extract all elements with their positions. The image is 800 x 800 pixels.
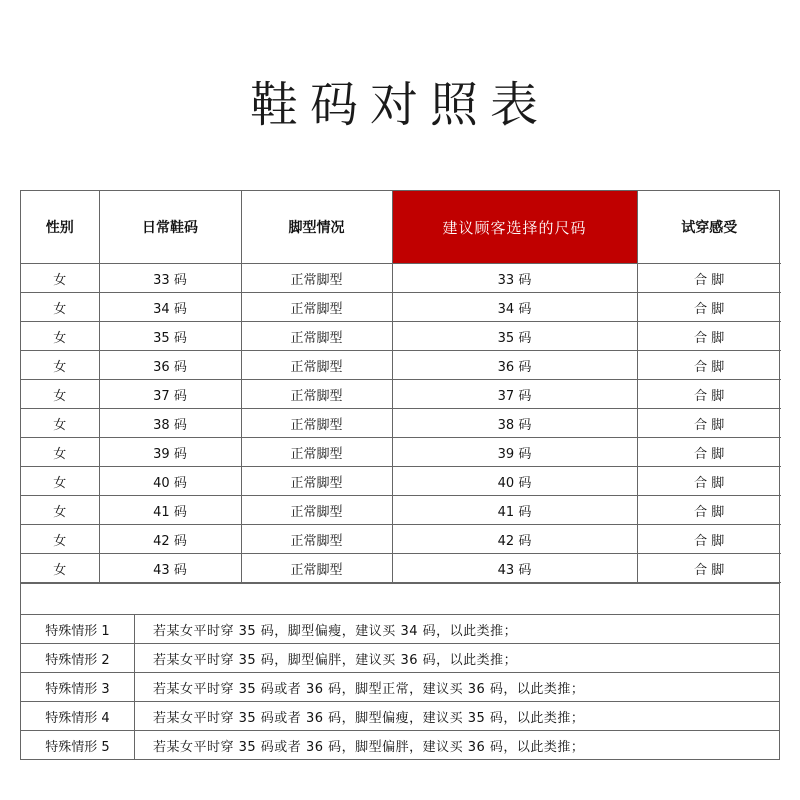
gender-cell: 女 [21, 496, 99, 525]
table-row [21, 322, 781, 351]
daily-size-cell: 34 码 [99, 293, 241, 322]
foot-type-cell: 正常脚型 [241, 380, 392, 409]
size-chart [20, 190, 780, 760]
table-row [21, 293, 781, 322]
special-case-text: 若某女平时穿 35 码或者 36 码，脚型正常，建议买 36 码，以此类推； [135, 673, 780, 702]
special-case-text: 若某女平时穿 35 码，脚型偏瘦，建议买 34 码，以此类推； [153, 623, 518, 639]
gender-cell: 女 [21, 438, 99, 467]
daily-size-cell: 38 码 [99, 409, 241, 438]
table-row [21, 467, 781, 496]
foot-type-cell: 正常脚型 [241, 293, 392, 322]
special-case-text: 若某女平时穿 35 码，脚型偏胖，建议买 36 码，以此类推； [135, 644, 780, 673]
gender-cell: 女 [21, 525, 99, 554]
table-spacer [21, 583, 779, 615]
special-case-label: 特殊情形 1 [21, 615, 135, 644]
special-case-label: 特殊情形 5 [21, 731, 135, 760]
daily-size-cell: 41 码 [99, 496, 241, 525]
special-case-row [21, 731, 779, 760]
table-row [21, 554, 781, 583]
recommended-size-cell: 42 码 [392, 525, 637, 554]
special-case-text: 若某女平时穿 35 码或者 36 码，脚型偏胖，建议买 36 码，以此类推； [135, 731, 780, 760]
header-gender: 性别 [21, 191, 99, 264]
fit-feeling-cell: 合 脚 [637, 438, 781, 467]
recommended-size-cell: 39 码 [392, 438, 637, 467]
table-row [21, 525, 781, 554]
fit-feeling-cell: 合 脚 [637, 322, 781, 351]
recommended-size-cell: 40 码 [392, 467, 637, 496]
header-daily-size: 日常鞋码 [99, 191, 241, 264]
table-row [21, 264, 781, 293]
fit-feeling-cell: 合 脚 [637, 409, 781, 438]
foot-type-cell: 正常脚型 [241, 351, 392, 380]
special-case-row [21, 702, 779, 731]
fit-feeling-cell: 合 脚 [637, 525, 781, 554]
header-foot-type: 脚型情况 [241, 191, 392, 264]
table-row [21, 409, 781, 438]
recommended-size-cell: 37 码 [392, 380, 637, 409]
header-fit-feeling: 试穿感受 [637, 191, 781, 264]
gender-cell: 女 [21, 554, 99, 583]
special-case-label: 特殊情形 3 [21, 673, 135, 702]
page-title: 鞋码对照表 [249, 77, 550, 133]
recommended-size-cell: 41 码 [392, 496, 637, 525]
fit-feeling-cell: 合 脚 [637, 351, 781, 380]
special-case-label: 特殊情形 2 [21, 644, 135, 673]
fit-feeling-cell: 合 脚 [637, 264, 781, 293]
header-recommended-size: 建议顾客选择的尺码 [392, 191, 637, 264]
recommended-size-cell: 38 码 [392, 409, 637, 438]
recommended-size-cell: 35 码 [392, 322, 637, 351]
foot-type-cell: 正常脚型 [241, 467, 392, 496]
special-case-row [21, 673, 779, 702]
foot-type-cell: 正常脚型 [241, 438, 392, 467]
gender-cell: 女 [21, 264, 99, 293]
special-cases-table [21, 615, 779, 759]
recommended-size-cell: 34 码 [392, 293, 637, 322]
gender-cell: 女 [21, 322, 99, 351]
daily-size-cell: 43 码 [99, 554, 241, 583]
table-header-row [21, 191, 781, 264]
daily-size-cell: 36 码 [99, 351, 241, 380]
foot-type-cell: 正常脚型 [241, 554, 392, 583]
gender-cell: 女 [21, 409, 99, 438]
foot-type-cell: 正常脚型 [241, 525, 392, 554]
special-case-row [21, 644, 779, 673]
table-row [21, 438, 781, 467]
gender-cell: 女 [21, 467, 99, 496]
recommended-size-cell: 36 码 [392, 351, 637, 380]
daily-size-cell: 42 码 [99, 525, 241, 554]
fit-feeling-cell: 合 脚 [637, 467, 781, 496]
fit-feeling-cell: 合 脚 [637, 380, 781, 409]
recommended-size-cell: 33 码 [392, 264, 637, 293]
daily-size-cell: 37 码 [99, 380, 241, 409]
fit-feeling-cell: 合 脚 [637, 293, 781, 322]
size-table [21, 191, 781, 583]
daily-size-cell: 40 码 [99, 467, 241, 496]
table-row [21, 496, 781, 525]
table-row [21, 351, 781, 380]
special-case-row [21, 615, 779, 644]
gender-cell: 女 [21, 380, 99, 409]
special-case-label: 特殊情形 4 [21, 702, 135, 731]
foot-type-cell: 正常脚型 [241, 496, 392, 525]
fit-feeling-cell: 合 脚 [637, 496, 781, 525]
recommended-size-cell: 43 码 [392, 554, 637, 583]
daily-size-cell: 39 码 [99, 438, 241, 467]
daily-size-cell: 35 码 [99, 322, 241, 351]
table-row [21, 380, 781, 409]
daily-size-cell: 33 码 [99, 264, 241, 293]
foot-type-cell: 正常脚型 [241, 409, 392, 438]
gender-cell: 女 [21, 351, 99, 380]
special-case-text: 若某女平时穿 35 码或者 36 码，脚型偏瘦，建议买 35 码，以此类推； [135, 702, 780, 731]
gender-cell: 女 [21, 293, 99, 322]
foot-type-cell: 正常脚型 [241, 264, 392, 293]
fit-feeling-cell: 合 脚 [637, 554, 781, 583]
foot-type-cell: 正常脚型 [241, 322, 392, 351]
